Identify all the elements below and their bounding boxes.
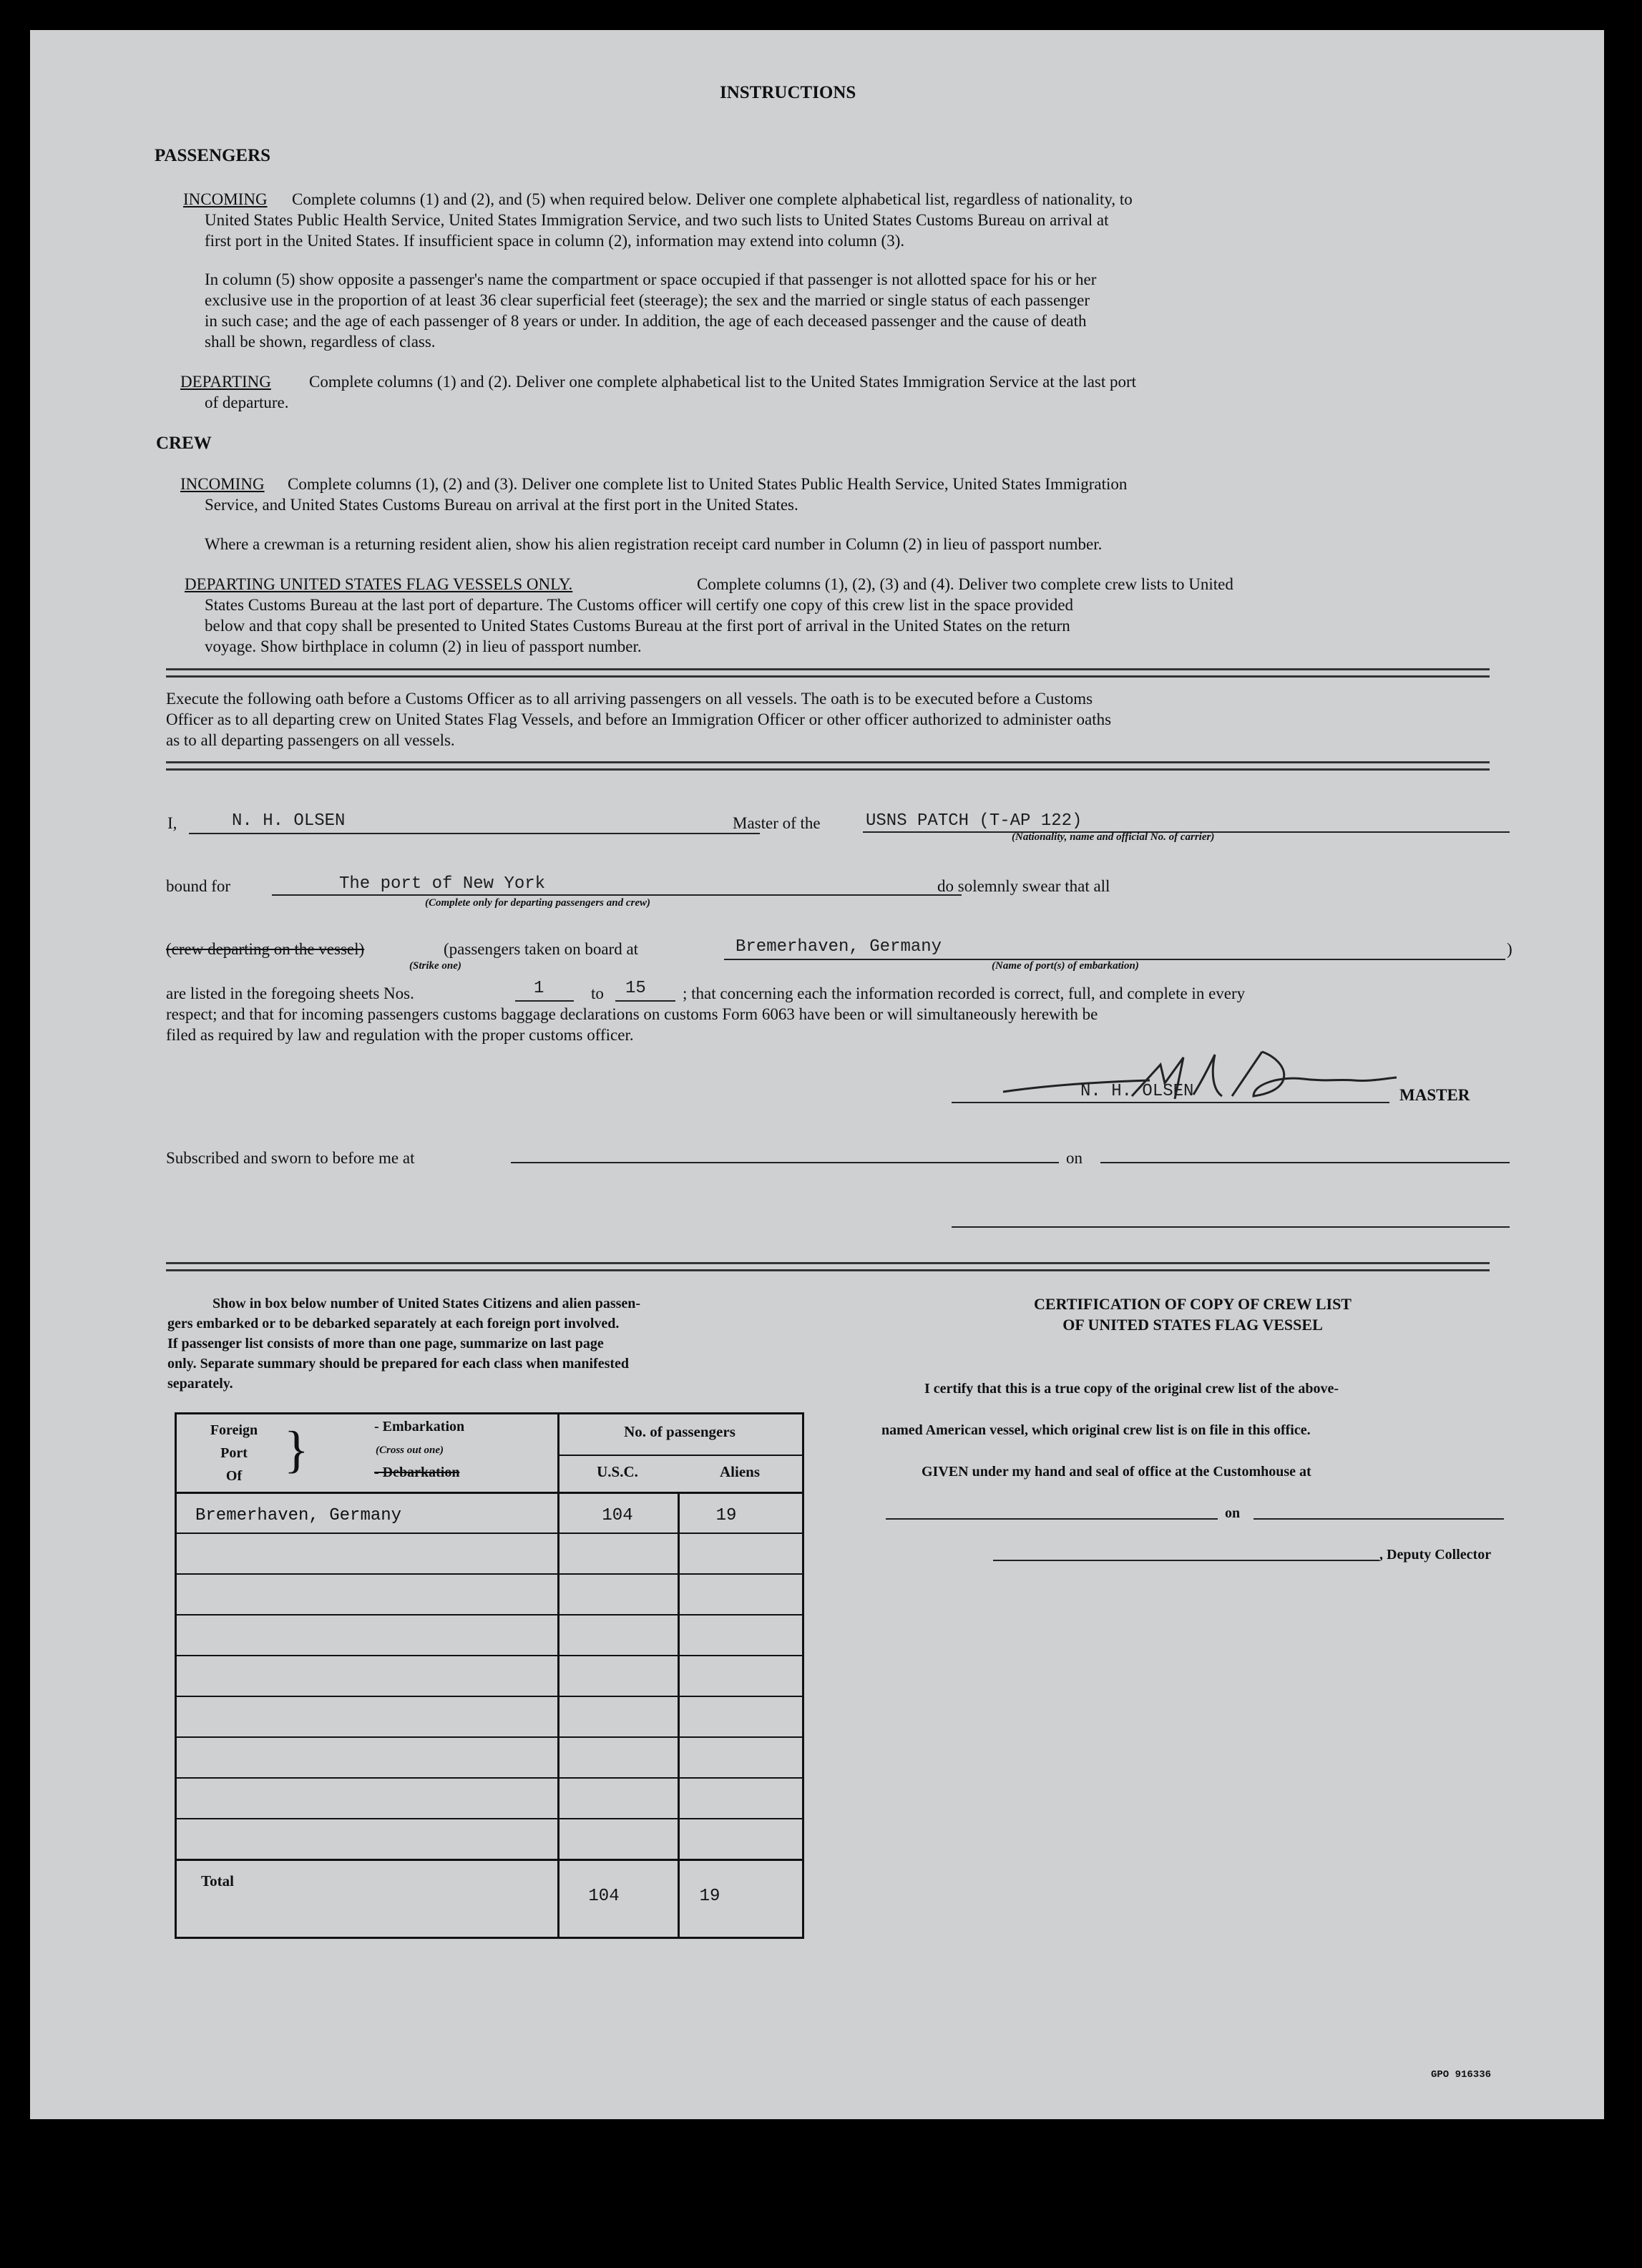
sheet-to-field[interactable]: 15 bbox=[625, 979, 646, 998]
summary-line-3: If passenger list consists of more than one page, summarize on last page bbox=[167, 1336, 604, 1351]
crew-departing-struck: (crew departing on the vessel) bbox=[166, 940, 365, 958]
summary-line-2: gers embarked or to be debarked separately at each foreign port involved. bbox=[167, 1316, 620, 1331]
certification-line-2: named American vessel, which original crew list is on file in this office. bbox=[881, 1422, 1311, 1438]
sheet-to-underline bbox=[615, 1000, 675, 1002]
deputy-collector-line[interactable] bbox=[993, 1560, 1379, 1561]
column5-line-3: in such case; and the age of each passenger of 8 years or under. In addition, the age of each deceased passenger and the cause of death bbox=[205, 312, 1087, 330]
summary-line-1: Show in box below number of United States Citizens and alien passen- bbox=[212, 1296, 641, 1311]
col-aliens-header: Aliens bbox=[719, 1463, 760, 1480]
passengers-departing-line-1: Complete columns (1) and (2). Deliver one complete alphabetical list to the United States Immigration Service at the last port bbox=[309, 373, 1137, 391]
master-of-label: Master of the bbox=[733, 814, 821, 832]
subscribed-date-line[interactable] bbox=[1100, 1162, 1510, 1163]
embark-note: (Name of port(s) of embarkation) bbox=[992, 960, 1139, 972]
sheet-from-field[interactable]: 1 bbox=[534, 979, 544, 998]
crew-departing-line-3: below and that copy shall be presented to United States Customs Bureau at the first port of arrival in the United States on the return bbox=[205, 617, 1070, 635]
oath-i-label: I, bbox=[167, 814, 177, 832]
crew-incoming-line-1: Complete columns (1), (2) and (3). Deliver one complete list to United States Public Health Service, United States Immigration bbox=[288, 475, 1128, 493]
certification-title: CERTIFICATION OF COPY OF CREW LIST OF UNITED STATES FLAG VESSEL bbox=[1034, 1295, 1352, 1334]
total-aliens: 19 bbox=[699, 1887, 720, 1906]
total-label: Total bbox=[201, 1872, 234, 1890]
crew-incoming-label: INCOMING bbox=[180, 475, 265, 493]
respect-line-2: filed as required by law and regulation with the proper customs officer. bbox=[166, 1026, 634, 1044]
subscribed-place-line[interactable] bbox=[511, 1162, 1059, 1163]
passenger-summary-table bbox=[175, 1412, 804, 1939]
page-title: INSTRUCTIONS bbox=[720, 83, 856, 102]
subscribed-label: Subscribed and sworn to before me at bbox=[166, 1149, 415, 1167]
col-foreign-port-header: Foreign Port Of bbox=[210, 1422, 258, 1484]
master-signature bbox=[996, 1033, 1411, 1112]
crew-heading: CREW bbox=[156, 434, 212, 453]
table-row-usc[interactable]: 104 bbox=[602, 1506, 633, 1525]
to-label: to bbox=[591, 984, 604, 1002]
sheet-from-underline bbox=[515, 1000, 574, 1002]
signed-name: N. H. OLSEN bbox=[1080, 1082, 1194, 1101]
bound-for-label: bound for bbox=[166, 877, 231, 895]
master-label: MASTER bbox=[1399, 1086, 1470, 1104]
divider-double bbox=[166, 761, 1490, 771]
destination-underline bbox=[272, 894, 962, 896]
passengers-incoming-line-2: United States Public Health Service, United States Immigration Service, and two such lists to United States Customs Bureau on arrival at bbox=[205, 211, 1109, 229]
master-name-field[interactable]: N. H. OLSEN bbox=[232, 811, 346, 831]
debarkation-label-struck: - Debarkation bbox=[374, 1465, 460, 1480]
close-paren: ) bbox=[1507, 940, 1513, 958]
column5-line-4: shall be shown, regardless of class. bbox=[205, 333, 436, 351]
oath-intro-line-2: Officer as to all departing crew on United States Flag Vessels, and before an Immigration Officer or other officer authorized to administer oaths bbox=[166, 710, 1112, 728]
passengers-heading: PASSENGERS bbox=[155, 146, 271, 165]
crew-resident-line: Where a crewman is a returning resident alien, show his alien registration receipt card number in Column (2) in lieu of passport number. bbox=[205, 535, 1103, 553]
embark-port-field[interactable]: Bremerhaven, Germany bbox=[736, 937, 942, 957]
respect-line-1: respect; and that for incoming passengers customs baggage declarations on customs Form 6063 have been or will simultaneously herewith be bbox=[166, 1005, 1098, 1023]
crew-departing-line-2: States Customs Bureau at the last port of departure. The Customs officer will certify one copy of this crew list in the space provided bbox=[205, 596, 1074, 614]
passengers-departing-label: DEPARTING bbox=[180, 373, 271, 391]
vessel-note: (Nationality, name and official No. of carrier) bbox=[1012, 831, 1215, 843]
crew-departing-label: DEPARTING UNITED STATES FLAG VESSELS ONLY. bbox=[185, 575, 573, 593]
destination-note: (Complete only for departing passengers and crew) bbox=[425, 897, 650, 909]
passengers-incoming-line-3: first port in the United States. If insufficient space in column (2), information may extend into column (3). bbox=[205, 232, 905, 250]
listed-rest: ; that concerning each the information recorded is correct, full, and complete in every bbox=[683, 984, 1246, 1002]
summary-line-5: separately. bbox=[167, 1376, 233, 1392]
strike-note: (Strike one) bbox=[409, 960, 461, 972]
certification-on-label: on bbox=[1225, 1505, 1241, 1521]
crew-departing-line-4: voyage. Show birthplace in column (2) in lieu of passport number. bbox=[205, 637, 642, 655]
embarkation-label: - Embarkation bbox=[374, 1419, 465, 1434]
official-signature-line[interactable] bbox=[952, 1226, 1510, 1228]
certification-line-3: GIVEN under my hand and seal of office at the Customhouse at bbox=[922, 1464, 1311, 1480]
form-number: GPO 916336 bbox=[1431, 2069, 1492, 2081]
destination-field[interactable]: The port of New York bbox=[339, 874, 546, 894]
swear-label: do solemnly swear that all bbox=[937, 877, 1110, 895]
divider-double bbox=[166, 1262, 1490, 1271]
col-usc-header: U.S.C. bbox=[597, 1463, 638, 1480]
crew-incoming-line-2: Service, and United States Customs Bureau on arrival at the first port in the United States. bbox=[205, 496, 798, 514]
cross-out-note: (Cross out one) bbox=[376, 1445, 444, 1456]
certification-date-line[interactable] bbox=[1254, 1518, 1504, 1520]
subscribed-on-label: on bbox=[1066, 1149, 1083, 1167]
divider-double bbox=[166, 668, 1490, 678]
table-row-port[interactable]: Bremerhaven, Germany bbox=[195, 1506, 402, 1525]
table-row-aliens[interactable]: 19 bbox=[715, 1506, 737, 1525]
brace: } bbox=[284, 1421, 309, 1478]
passengers-incoming-line-1: Complete columns (1) and (2), and (5) when required below. Deliver one complete alphabetical list, regardless of nationality, to bbox=[292, 190, 1133, 208]
passengers-taken-label: (passengers taken on board at bbox=[444, 940, 639, 958]
customhouse-line[interactable] bbox=[886, 1518, 1218, 1520]
column5-line-2: exclusive use in the proportion of at least 36 clear superficial feet (steerage); the sex and the married or single status of each passenger bbox=[205, 291, 1090, 309]
master-name-underline bbox=[189, 833, 760, 834]
vessel-field[interactable]: USNS PATCH (T-AP 122) bbox=[866, 811, 1083, 831]
summary-line-4: only. Separate summary should be prepared for each class when manifested bbox=[167, 1356, 630, 1372]
crew-departing-line-1: Complete columns (1), (2), (3) and (4). Deliver two complete crew lists to United bbox=[697, 575, 1233, 593]
oath-intro-line-1: Execute the following oath before a Customs Officer as to all arriving passengers on all vessels. The oath is to be executed before a Customs bbox=[166, 690, 1093, 708]
document-page bbox=[30, 30, 1604, 2119]
passengers-departing-line-2: of departure. bbox=[205, 394, 289, 411]
listed-label: are listed in the foregoing sheets Nos. bbox=[166, 984, 414, 1002]
total-usc: 104 bbox=[588, 1887, 620, 1906]
passengers-incoming-label: INCOMING bbox=[183, 190, 268, 208]
oath-intro-line-3: as to all departing passengers on all vessels. bbox=[166, 731, 455, 749]
col-passengers-header: No. of passengers bbox=[624, 1423, 736, 1440]
deputy-collector-label: , Deputy Collector bbox=[1379, 1547, 1492, 1563]
column5-line-1: In column (5) show opposite a passenger's name the compartment or space occupied if that passenger is not allotted space for his or her bbox=[205, 270, 1097, 288]
certification-line-1: I certify that this is a true copy of the original crew list of the above- bbox=[924, 1381, 1339, 1397]
signature-underline bbox=[952, 1102, 1389, 1103]
